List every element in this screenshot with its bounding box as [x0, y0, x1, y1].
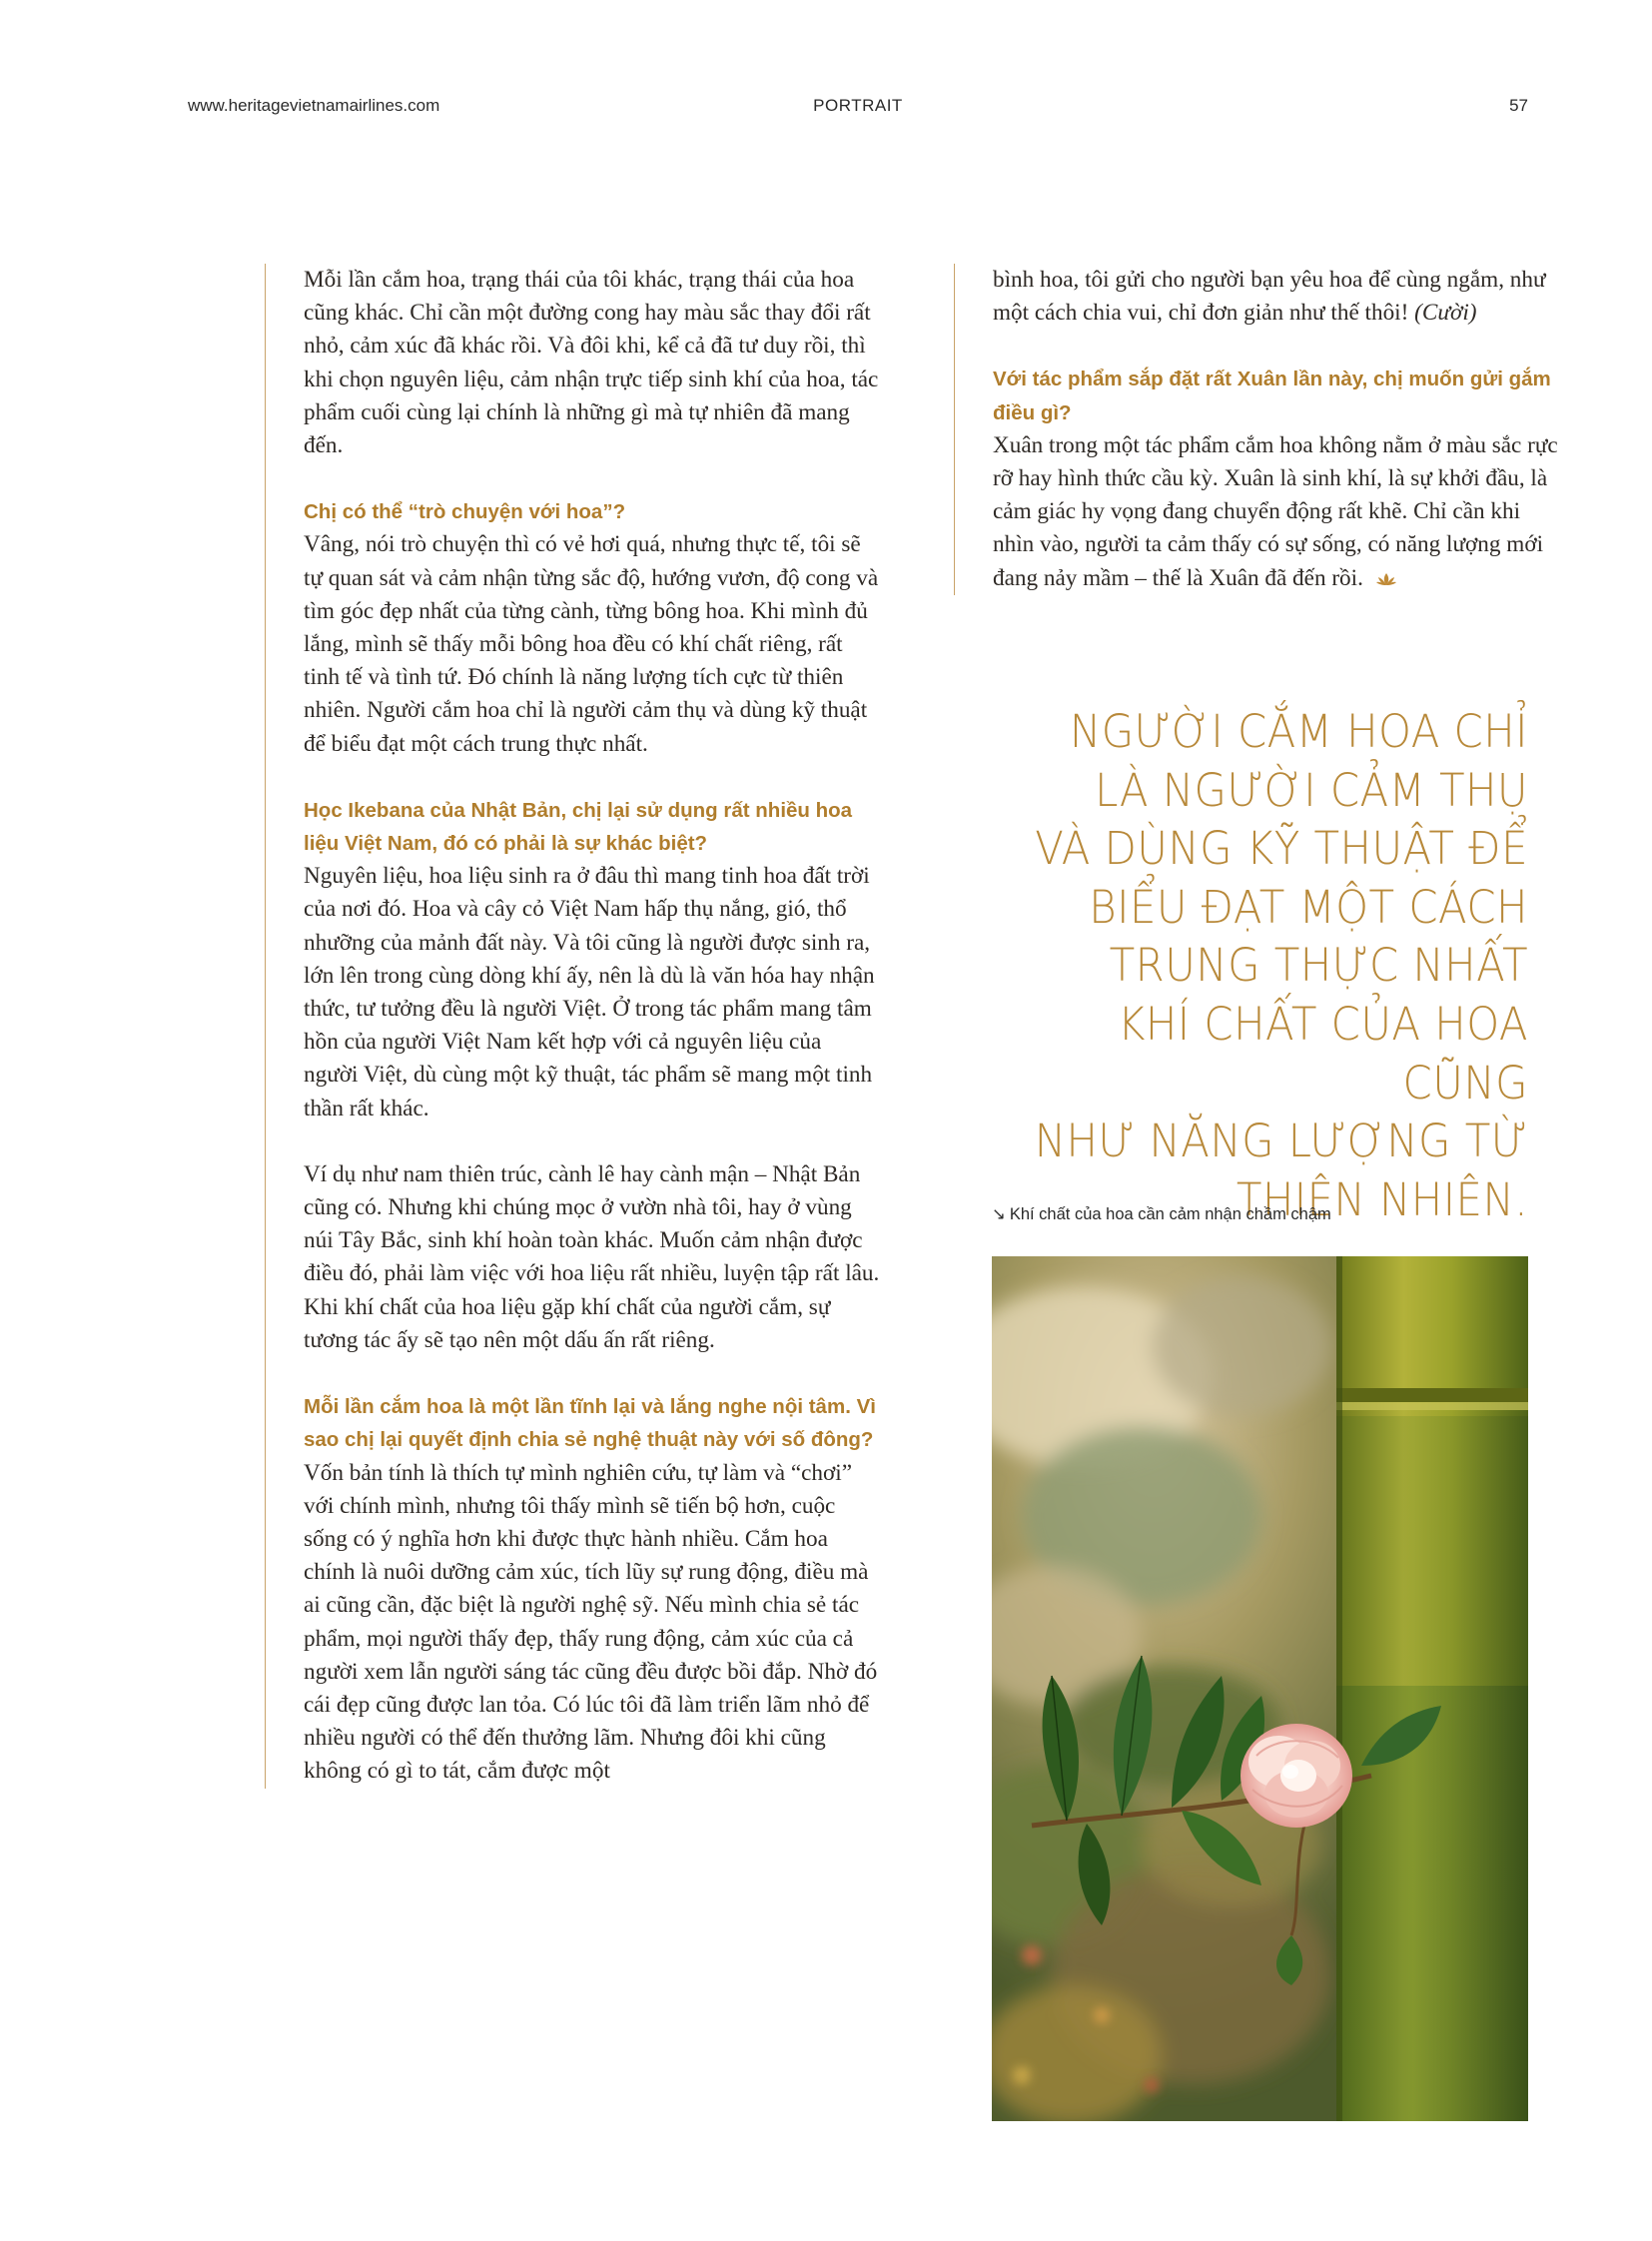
answer-paragraph: Nguyên liệu, hoa liệu sinh ra ở đâu thì mang tinh hoa đất trời của nơi đó. Hoa và cây cỏ Việt Nam hấp thụ nắng, gió, thổ nhưỡng của mảnh đất này. Và tôi cũng là người được sinh ra, lớn lên trong cùng dòng khí ấy, nên là dù là văn hóa hay nhận thức, tư tưởng đều là người Việt. Ở trong tác phẩm mang tâm hồn của người Việt Nam kết hợp với cả nguyên liệu của người Việt, dù cùng một kỹ thuật, tác phẩm sẽ mang một tinh thần rất khác. — [304, 863, 875, 1121]
pull-quote-line: BIỂU ĐẠT MỘT CÁCH — [1089, 880, 1528, 934]
paragraph: Mỗi lần cắm hoa, trạng thái của tôi khác, trạng thái của hoa cũng khác. Chỉ cần một đường cong hay màu sắc thay đổi rất nhỏ, cảm xúc đã khác rồi. Và đôi khi, kể cả đã tư duy rồi, thì khi chọn nguyên liệu, cảm nhận trực tiếp sinh khí của hoa, tác phẩm cuối cùng lại chính là những gì mà tự nhiên đã mang đến. — [304, 267, 879, 459]
photo-caption — [992, 1204, 1531, 1224]
question-heading: Với tác phẩm sắp đặt rất Xuân lần này, chị muốn gửi gắm điều gì? — [993, 368, 1551, 424]
photo-illustration — [992, 1256, 1528, 2121]
arrow-down-right-icon: ↘ — [992, 1205, 1006, 1223]
paragraph: Ví dụ như nam thiên trúc, cành lê hay cành mận – Nhật Bản cũng có. Nhưng khi chúng mọc ở vườn nhà tôi, hay ở vùng núi Tây Bắc, sinh khí hoàn toàn khác. Muốn cảm nhận được điều đó, phải làm việc với hoa liệu rất nhiều, luyện tập rất lâu. Khi khí chất của hoa liệu gặp khí chất của người cắm, sự tương tác ấy sẽ tạo nên một dấu ấn rất riêng. — [304, 1160, 880, 1353]
pull-quote-line: KHÍ CHẤT CỦA HOA CŨNG — [1117, 997, 1528, 1110]
caption-text: Khí chất của hoa cần cảm nhận chầm chậm — [1009, 1205, 1331, 1223]
question-heading: Chị có thể “trò chuyện với hoa”? — [304, 500, 626, 524]
left-column — [265, 264, 881, 1789]
question-heading: Mỗi lần cắm hoa là một lần tĩnh lại và lắng nghe nội tâm. Vì sao chị lại quyết định chia sẻ nghệ thuật này với số đông? — [304, 1395, 876, 1452]
pull-quote-line: VÀ DÙNG KỸ THUẬT ĐỂ — [1035, 822, 1528, 876]
pull-quote-line: NGƯỜI CẮM HOA CHỈ — [1069, 705, 1528, 758]
right-column — [954, 264, 1567, 595]
answer-paragraph — [993, 429, 1567, 595]
lotus-end-icon — [1375, 572, 1397, 586]
answer-text: Xuân trong một tác phẩm cắm hoa không nằm ở màu sắc rực rỡ hay hình thức cầu kỳ. Xuân là sinh khí, là sự khởi đầu, là cảm giác hy vọng đang chuyển động rất khẽ. Chỉ cần khi nhìn vào, người ta cảm thấy có sự sống, có năng lượng mới đang nảy mầm – thế là Xuân đã đến rồi. — [993, 431, 1558, 591]
pull-quote-line: LÀ NGƯỜI CẢM THỤ — [1095, 763, 1528, 817]
pull-quote-line: THIÊN NHIÊN. — [1236, 1172, 1528, 1226]
question-heading: Học Ikebana của Nhật Bản, chị lại sử dụng rất nhiều hoa liệu Việt Nam, đó có phải là sự khác biệt? — [304, 798, 853, 856]
answer-paragraph: Vốn bản tính là thích tự mình nghiên cứu, tự làm và “chơi” với chính mình, nhưng tôi thấy mình sẽ tiến bộ hơn, cuộc sống có ý nghĩa hơn khi được thực hành nhiều. Cắm hoa chính là nuôi dưỡng cảm xúc, tích lũy sự rung động, điều mà ai cũng cần, đặc biệt là người nghệ sỹ. Nếu mình chia sẻ tác phẩm, mọi người thấy đẹp, thấy rung động, cảm xúc của cả người xem lẫn người sáng tác cũng đều được bồi đắp. Nhờ đó cái đẹp cũng được lan tỏa. Có lúc tôi đã làm triển lãm nhỏ để nhiều người có thể đến thưởng lãm. Nhưng đôi khi cũng không có gì to tát, cắm được một — [304, 1459, 878, 1785]
paragraph — [993, 264, 1567, 330]
section-label: PORTRAIT — [813, 96, 903, 115]
answer-paragraph: Vâng, nói trò chuyện thì có vẻ hơi quá, nhưng thực tế, tôi sẽ tự quan sát và cảm nhận từng sắc độ, hướng vươn, độ cong và tìm góc đẹp nhất của từng cành, từng bông hoa. Khi mình đủ lắng, mình sẽ thấy mỗi bông hoa đều có khí chất riêng, rất tinh tế và tình tứ. Đó chính là năng lượng tích cực từ thiên nhiên. Người cắm hoa chỉ là người cảm thụ và dùng kỹ thuật để biểu đạt một cách trung thực nhất. — [304, 531, 879, 757]
paragraph-text: bình hoa, tôi gửi cho người bạn yêu hoa để cùng ngắm, như một cách chia vui, chỉ đơn giản như thế thôi! — [993, 267, 1546, 327]
laugh-note: (Cười) — [1414, 300, 1477, 327]
page-header — [188, 96, 1528, 122]
pull-quote-line: TRUNG THỰC NHẤT — [1109, 939, 1528, 993]
pull-quote — [994, 703, 1528, 1229]
camellia-bamboo-photo — [992, 1256, 1528, 2121]
pull-quote-line: NHƯ NĂNG LƯỢNG TỪ — [1034, 1115, 1528, 1168]
site-url[interactable]: www.heritagevietnamairlines.com — [188, 96, 440, 115]
page-number: 57 — [1509, 96, 1528, 115]
